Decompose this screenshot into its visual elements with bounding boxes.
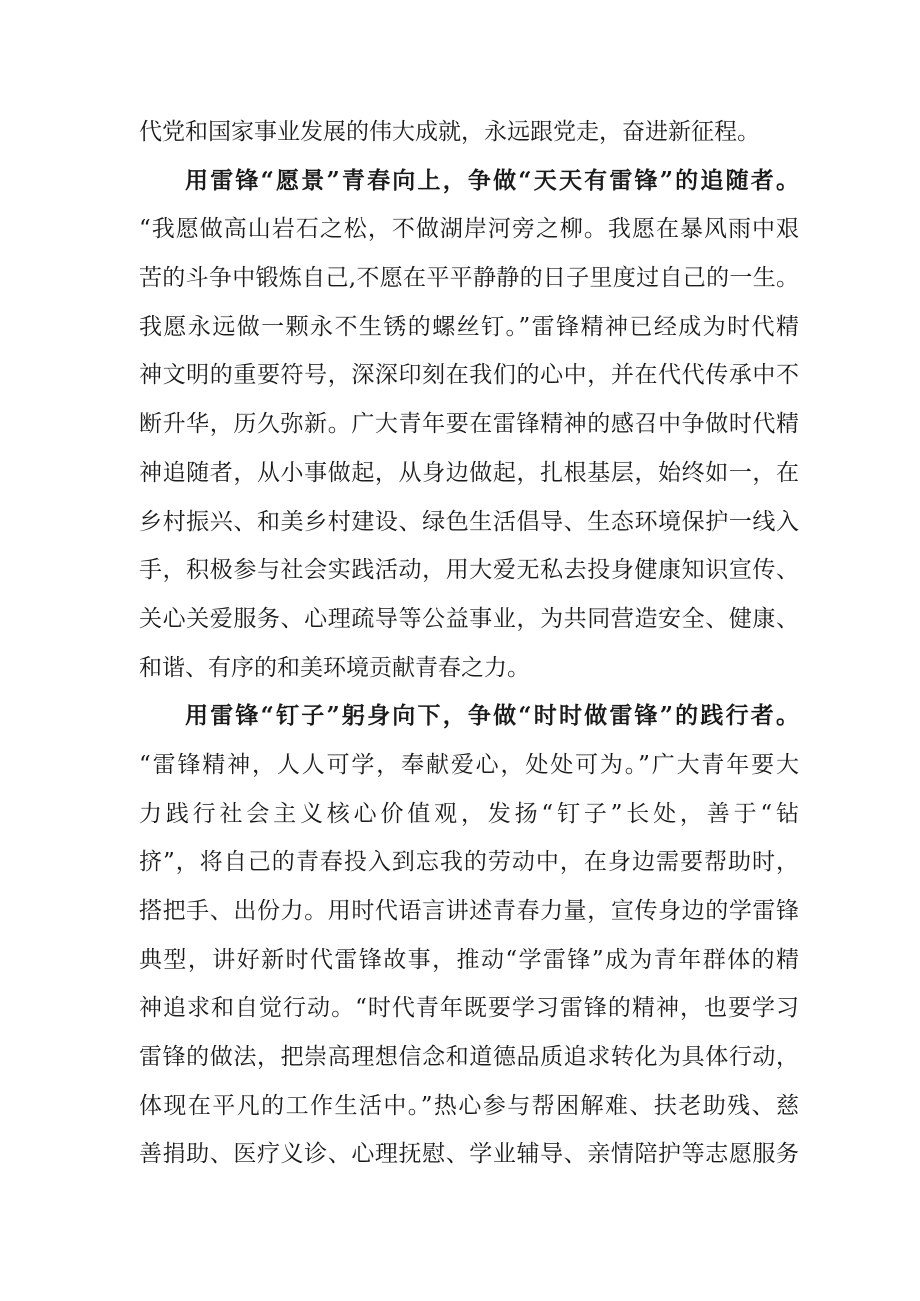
text-line: 搭把手、出份力。用时代语言讲述青春力量，宣传身边的学雷锋 (139, 898, 799, 924)
text-line: 我愿永远做一颗永不生锈的螺丝钉。”雷锋精神已经成为时代精 (139, 313, 799, 340)
text-line: “雷锋精神，人人可学，奉献爱心，处处可为。”广大青年要大 (139, 751, 799, 778)
text-line: 典型，讲好新时代雷锋故事，推动“学雷锋”成为青年群体的精 (139, 946, 799, 973)
text-line: 代党和国家事业发展的伟大成就，永远跟党走，奋进新征程。 (139, 119, 760, 145)
text-line: 苦的斗争中锻炼自己,不愿在平平静静的日子里度过自己的一生。 (139, 265, 799, 292)
text-line: 体现在平凡的工作生活中。”热心参与帮困解难、扶老助残、慈 (139, 1092, 799, 1119)
text-line: 挤”，将自己的青春投入到忘我的劳动中，在身边需要帮助时， (139, 849, 799, 876)
text-line: 关心关爱服务、心理疏导等公益事业，为共同营造安全、健康、 (139, 605, 799, 632)
section-heading: 用雷锋“钉子”躬身向下，争做“时时做雷锋”的践行者。 (185, 702, 799, 730)
section-heading: 用雷锋“愿景”青春向上，争做“天天有雷锋”的追随者。 (185, 166, 799, 194)
document-body (139, 108, 799, 1179)
text-line: 雷锋的做法，把崇高理想信念和道德品质追求转化为具体行动， (139, 1044, 799, 1071)
text-line: 神追随者，从小事做起，从身边做起，扎根基层，始终如一，在 (139, 459, 799, 486)
text-line: 断升华，历久弥新。广大青年要在雷锋精神的感召中争做时代精 (139, 411, 799, 438)
text-line: 神文明的重要符号，深深印刻在我们的心中，并在代代传承中不 (139, 362, 799, 389)
text-line: 乡村振兴、和美乡村建设、绿色生活倡导、生态环境保护一线入 (139, 508, 799, 535)
text-line: 力践行社会主义核心价值观，发扬“钉子”长处，善于“钻 (139, 800, 799, 827)
text-line: 神追求和自觉行动。“时代青年既要学习雷锋的精神，也要学习 (139, 995, 799, 1022)
text-line: 善捐助、医疗义诊、心理抚慰、学业辅导、亲情陪护等志愿服务 (139, 1141, 799, 1168)
text-line: 和谐、有序的和美环境贡献青春之力。 (139, 654, 530, 681)
text-line: 手，积极参与社会实践活动，用大爱无私去投身健康知识宣传、 (139, 557, 799, 584)
text-line: “我愿做高山岩石之松，不做湖岸河旁之柳。我愿在暴风雨中艰 (139, 216, 799, 243)
